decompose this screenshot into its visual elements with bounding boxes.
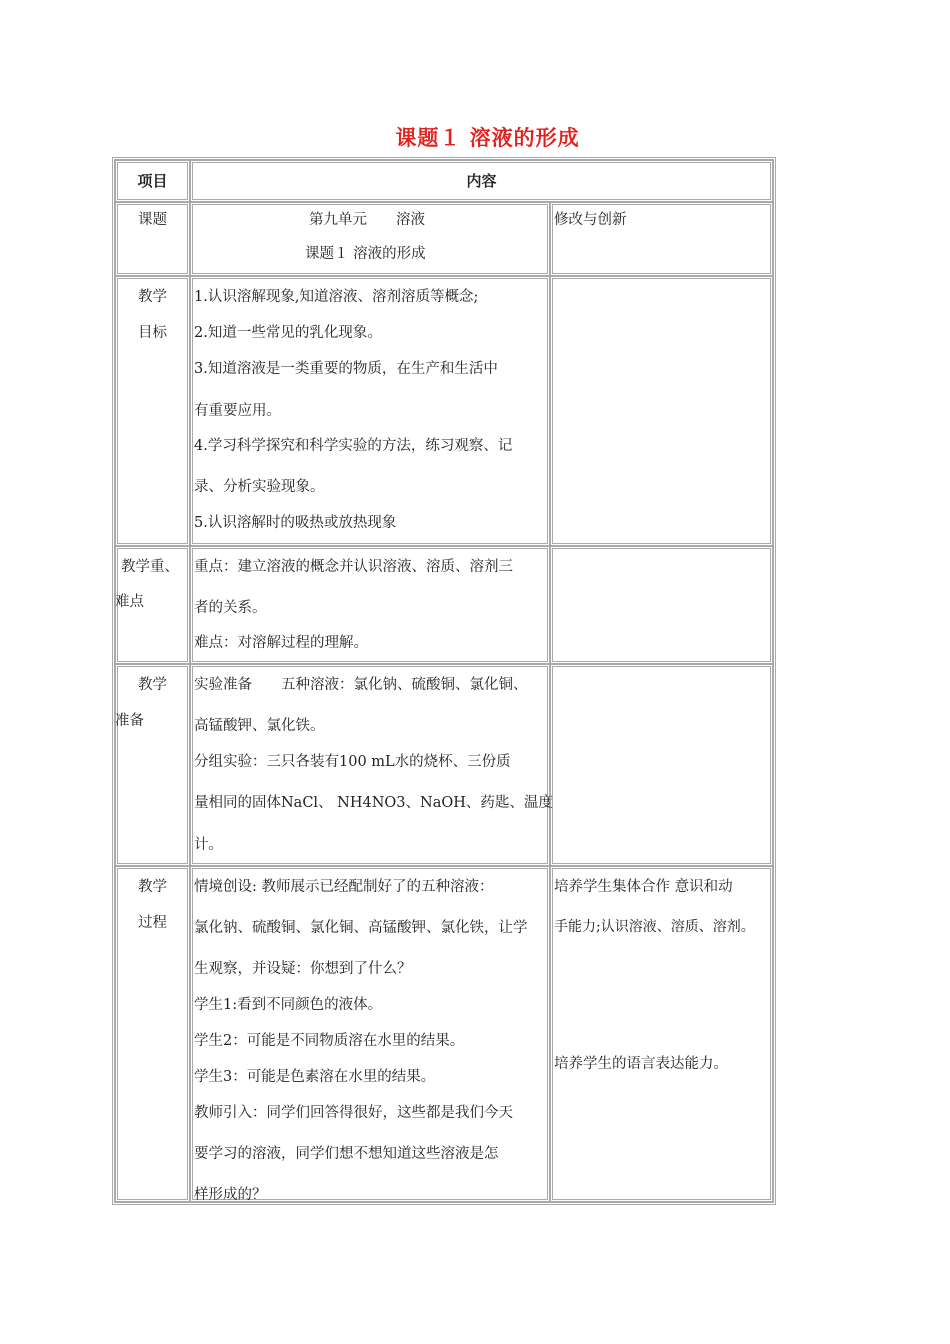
process-line: 情境创设: 教师展示已经配制好了的五种溶液： — [194, 879, 494, 895]
process-line: 氯化钠、硫酸铜、氯化铜、高锰酸钾、氯化铁，让学 — [194, 920, 528, 936]
preparation-line: 计。 — [194, 837, 223, 853]
preparation-line: 高锰酸钾、氯化铁。 — [194, 718, 325, 734]
objective-line: 录、分析实验现象。 — [194, 479, 325, 495]
objectives-content — [190, 276, 550, 546]
process-line: 学生1:看到不同颜色的液体。 — [194, 997, 383, 1013]
keypoint-line: 重点：建立溶液的概念并认识溶液、溶质、溶剂三 — [194, 559, 513, 575]
process-label-cell — [115, 866, 190, 1202]
topic-unit: 第九单元 溶液 — [309, 212, 425, 228]
objective-line: 3.知道溶液是一类重要的物质，在生产和生活中 — [194, 361, 498, 377]
process-remark: 培养学生集体合作 意识和动 — [554, 879, 733, 895]
topic-lesson: 课题１ 溶液的形成 — [305, 246, 426, 262]
header-col-content: 内容 — [190, 160, 773, 202]
objective-line: 2.知道一些常见的乳化现象。 — [194, 325, 382, 341]
process-remark-cell — [550, 866, 773, 1202]
process-line: 学生3：可能是色素溶在水里的结果。 — [194, 1069, 436, 1085]
objective-line: 1.认识溶解现象,知道溶液、溶剂溶质等概念; — [194, 289, 479, 305]
preparation-line: 量相同的固体NaCl、 NH4NO3、NaOH、药匙、温度 — [194, 795, 553, 811]
keypoints-content — [190, 546, 550, 664]
process-line: 学生2：可能是不同物质溶在水里的结果。 — [194, 1033, 465, 1049]
process-line: 要学习的溶液，同学们想不想知道这些溶液是怎 — [194, 1146, 499, 1162]
keypoints-label-1: 教学重、 — [121, 559, 179, 575]
keypoints-remark-cell — [550, 546, 773, 664]
objectives-label-cell — [115, 276, 190, 546]
preparation-remark-cell — [550, 664, 773, 866]
objectives-remark-cell — [550, 276, 773, 546]
process-remark: 手能力;认识溶液、溶质、溶剂。 — [554, 919, 755, 935]
objectives-label-1: 教学 — [138, 289, 167, 305]
process-label-2: 过程 — [138, 915, 167, 931]
process-content — [190, 866, 550, 1202]
topic-content — [190, 202, 550, 276]
objective-line: 4.学习科学探究和科学实验的方法，练习观察、记 — [194, 438, 513, 454]
topic-remark-cell — [550, 202, 773, 276]
process-line: 样形成的？ — [194, 1187, 267, 1203]
keypoint-line: 者的关系。 — [194, 600, 267, 616]
preparation-label-1: 教学 — [138, 677, 167, 693]
objective-line: 5.认识溶解时的吸热或放热现象 — [194, 515, 397, 531]
keypoints-label-cell — [115, 546, 190, 664]
keypoint-line: 难点：对溶解过程的理解。 — [194, 635, 368, 651]
objective-line: 有重要应用。 — [194, 403, 281, 419]
process-label-1: 教学 — [138, 879, 167, 895]
process-remark: 培养学生的语言表达能力。 — [554, 1056, 728, 1072]
topic-remark: 修改与创新 — [554, 212, 627, 228]
preparation-label-2: 准备 — [115, 713, 144, 729]
preparation-content — [190, 664, 553, 866]
preparation-line: 分组实验：三只各装有100 mL水的烧杯、三份质 — [194, 754, 511, 770]
page-title: 课题１ 溶液的形成 — [395, 126, 580, 150]
keypoints-label-2: 难点 — [115, 594, 144, 610]
header-col-item: 项目 — [115, 160, 190, 202]
objectives-label-2: 目标 — [138, 325, 167, 341]
process-line: 生观察，并设疑：你想到了什么？ — [194, 961, 412, 977]
process-line: 教师引入：同学们回答得很好，这些都是我们今天 — [194, 1105, 513, 1121]
topic-label: 课题 — [115, 202, 190, 276]
preparation-line: 实验准备 五种溶液：氯化钠、硫酸铜、氯化铜、 — [194, 677, 528, 693]
preparation-label-cell — [115, 664, 190, 866]
